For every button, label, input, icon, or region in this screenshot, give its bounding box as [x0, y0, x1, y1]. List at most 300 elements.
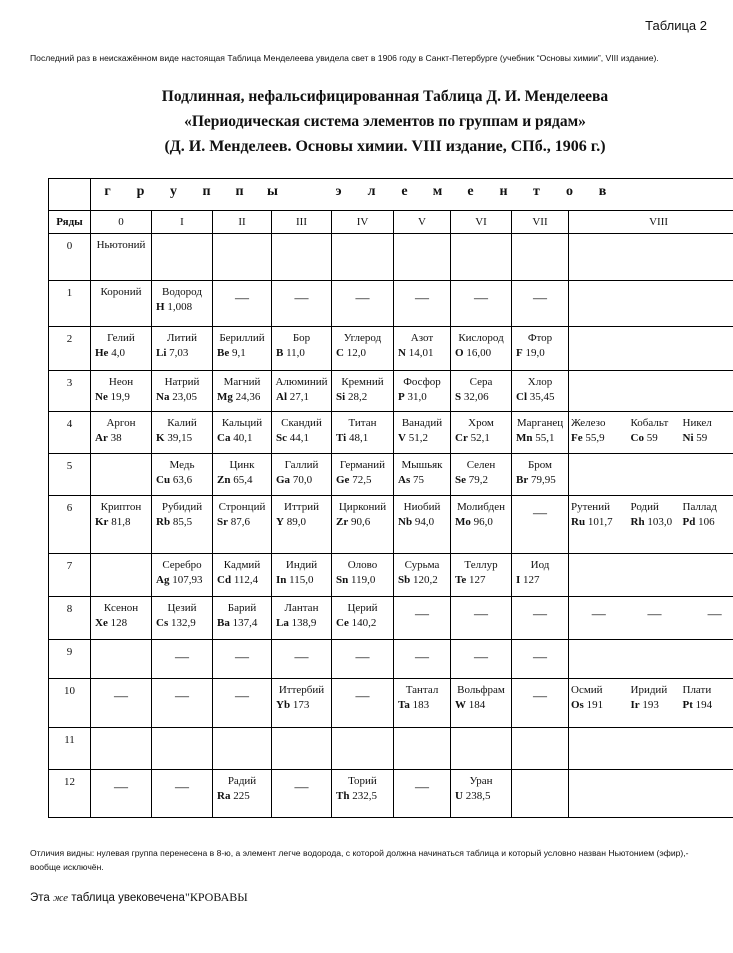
element-name: Сера: [469, 376, 493, 388]
element-symbol-mass: [451, 430, 511, 446]
element-name: Никел: [682, 417, 712, 429]
row-number: 3: [49, 371, 91, 412]
element-cell: [332, 728, 394, 770]
atomic-mass: 19,9: [110, 391, 130, 403]
table-row: [49, 679, 733, 728]
table-row: [49, 327, 733, 371]
element-cell: [451, 327, 512, 371]
element-symbol: B: [276, 347, 284, 359]
element-symbol-mass: [512, 389, 568, 405]
element-cell: [152, 554, 213, 597]
element-symbol: Cd: [217, 574, 232, 586]
atomic-mass: 14,01: [408, 347, 434, 359]
element-name: Фтор: [527, 332, 553, 344]
element-cell: [272, 234, 332, 281]
element-symbol-mass: [681, 697, 733, 713]
element-symbol: Nb: [398, 516, 413, 528]
element-name: Олово: [347, 559, 378, 571]
atomic-mass: 183: [412, 699, 430, 711]
atomic-mass: 140,2: [351, 617, 377, 629]
element-symbol-mass: [272, 615, 331, 631]
element-name: Ниобий: [403, 501, 441, 513]
element-symbol-mass: [451, 514, 511, 530]
element-cell: [332, 454, 394, 496]
element-symbol-mass: [91, 514, 151, 530]
element-name: Галлий: [284, 459, 319, 471]
element-cell: [272, 454, 332, 496]
group-viii-cell: [569, 640, 733, 679]
atomic-mass: 128: [110, 617, 128, 629]
dash-mark: —: [294, 650, 309, 665]
atomic-mass: 55,1: [535, 432, 555, 444]
element-cell: [512, 454, 569, 496]
element-cell: [91, 554, 152, 597]
element-symbol: Mn: [516, 432, 533, 444]
atomic-mass: 19,0: [525, 347, 545, 359]
atomic-mass: 81,8: [111, 516, 131, 528]
element-symbol: Rh: [630, 516, 645, 528]
element-symbol-mass: [272, 697, 331, 713]
footer-caption: [30, 890, 248, 905]
element-cell: [272, 327, 332, 371]
element-cell: [394, 640, 451, 679]
group-viii-cell: [569, 234, 733, 281]
dash-mark: —: [533, 291, 547, 306]
element-cell: [213, 234, 272, 281]
element-cell: [332, 412, 394, 454]
element-cell: [213, 640, 272, 679]
element-symbol-mass: [332, 788, 393, 804]
element-symbol-mass: [629, 697, 681, 713]
element-symbol-mass: [569, 697, 629, 713]
group-viii-cell: [569, 412, 629, 454]
element-symbol: U: [455, 790, 463, 802]
dash-mark: —: [533, 506, 547, 521]
element-name: Марганец: [516, 417, 564, 429]
element-name: Иттрий: [284, 501, 319, 513]
atomic-mass: 106: [698, 516, 715, 528]
element-cell: [394, 679, 451, 728]
element-symbol-mass: [91, 345, 151, 361]
atomic-mass: 51,2: [408, 432, 428, 444]
element-cell: [272, 770, 332, 818]
table-row: [49, 371, 733, 412]
element-symbol-mass: [332, 472, 393, 488]
element-symbol: Zr: [336, 516, 349, 528]
element-cell: [451, 281, 512, 327]
element-symbol: As: [398, 474, 411, 486]
element-name: Хром: [468, 417, 494, 429]
element-symbol: Rb: [156, 516, 171, 528]
element-cell: [394, 454, 451, 496]
element-name: Цирконий: [338, 501, 387, 513]
element-symbol: Mg: [217, 391, 233, 403]
element-name: Бор: [292, 332, 311, 344]
atomic-mass: 112,4: [233, 574, 259, 586]
atomic-mass: 184: [468, 699, 486, 711]
element-symbol-mass: [213, 615, 271, 631]
row-number: 8: [49, 597, 91, 640]
element-cell: [512, 327, 569, 371]
row-number: 0: [49, 234, 91, 281]
atomic-mass: 11,0: [286, 347, 305, 359]
atomic-mass: 72,5: [352, 474, 372, 486]
element-symbol: Ne: [95, 391, 108, 403]
footer-caption-part-c: таблица увековечена: [71, 892, 185, 904]
element-symbol-mass: [332, 389, 393, 405]
group-number: VII: [512, 211, 569, 234]
atomic-mass: 107,93: [172, 574, 203, 586]
element-symbol: Ga: [276, 474, 291, 486]
element-symbol-mass: [681, 514, 733, 530]
dash-mark: —: [175, 780, 189, 795]
footer-caption-part-a: Эта: [30, 892, 50, 904]
element-cell: [512, 554, 569, 597]
row-number: 10: [49, 679, 91, 728]
atomic-mass: 48,1: [348, 432, 369, 444]
group-viii-cell: [681, 496, 733, 554]
group-word-letter: в: [598, 184, 607, 199]
dash-mark: —: [355, 291, 370, 306]
element-name: Ньютоний: [96, 239, 146, 251]
atomic-mass: 44,1: [289, 432, 309, 444]
title-line-3: (Д. И. Менделеев. Основы химии. VIII издание, СПб., 1906 г.): [164, 138, 606, 155]
atomic-mass: 16,00: [466, 347, 492, 359]
element-name: Барий: [227, 602, 257, 614]
element-cell: [332, 770, 394, 818]
element-cell: [394, 597, 451, 640]
element-symbol-mass: [213, 788, 271, 804]
element-cell: [451, 728, 512, 770]
row-number: 12: [49, 770, 91, 818]
element-symbol: Yb: [276, 699, 291, 711]
element-name: Кислород: [458, 332, 504, 344]
element-name: Железо: [571, 417, 606, 429]
element-name: Короний: [100, 286, 142, 298]
element-symbol: F: [516, 347, 523, 359]
atomic-mass: 120,2: [413, 574, 438, 586]
element-symbol-mass: [272, 514, 331, 530]
footer-caption-part-b: же: [53, 892, 68, 904]
element-name: Церий: [347, 602, 378, 614]
atomic-mass: 40,1: [233, 432, 253, 444]
element-cell: [213, 454, 272, 496]
group-number: IV: [332, 211, 394, 234]
row-number: 6: [49, 496, 91, 554]
dash-mark: —: [474, 650, 488, 665]
atomic-mass: 238,5: [465, 790, 491, 802]
element-symbol-mass: [213, 345, 271, 361]
table-row: [49, 728, 733, 770]
element-cell: [91, 597, 152, 640]
element-cell: [512, 234, 569, 281]
table-row: [49, 454, 733, 496]
element-cell: [394, 234, 451, 281]
element-cell: [512, 728, 569, 770]
atomic-mass: 119,0: [351, 574, 376, 586]
element-name: Молибден: [457, 501, 505, 513]
atomic-mass: 4,0: [111, 347, 125, 359]
group-word-letter: э: [335, 184, 342, 199]
element-symbol: O: [455, 347, 464, 359]
atomic-mass: 27,1: [289, 391, 309, 403]
header-row-numbers: [49, 211, 733, 234]
element-symbol-mass: [152, 430, 212, 446]
atomic-mass: 39,15: [167, 432, 193, 444]
group-viii-cell: [569, 496, 629, 554]
atomic-mass: 90,6: [350, 516, 371, 528]
periodic-table: [48, 178, 733, 818]
element-cell: [272, 597, 332, 640]
element-name: Цинк: [229, 459, 255, 471]
dash-mark: —: [533, 650, 547, 665]
element-cell: [213, 371, 272, 412]
footer-caption-part-d: "КРОВАВЫ: [184, 890, 248, 904]
element-name: Стронций: [218, 501, 266, 513]
element-symbol-mass: [213, 472, 271, 488]
atomic-mass: 94,0: [414, 516, 435, 528]
element-name: Теллур: [464, 559, 498, 571]
group-word-cell: [91, 179, 733, 211]
element-cell: [512, 371, 569, 412]
atomic-mass: 28,2: [347, 391, 368, 403]
group-word-letter: т: [533, 184, 540, 199]
atomic-mass: 59: [696, 432, 708, 444]
element-name: Лантан: [284, 602, 319, 614]
element-cell: [512, 770, 569, 818]
element-cell: [451, 640, 512, 679]
element-symbol: Sr: [217, 516, 228, 528]
element-symbol: Kr: [95, 516, 109, 528]
element-cell: [91, 728, 152, 770]
element-name: Иридий: [630, 684, 668, 696]
element-symbol-mass: [451, 788, 511, 804]
element-symbol-mass: [152, 572, 212, 588]
element-symbol-mass: [152, 514, 212, 530]
element-symbol-mass: [91, 430, 151, 446]
element-symbol: Br: [516, 474, 529, 486]
element-symbol: Pd: [682, 516, 696, 528]
atomic-mass: 89,0: [286, 516, 306, 528]
element-cell: [213, 281, 272, 327]
header-row-groups: [49, 179, 733, 211]
group-viii-cell: [569, 554, 733, 597]
group-viii-cell: [629, 496, 681, 554]
table-row: [49, 281, 733, 327]
group-word-letter: м: [432, 184, 443, 199]
dash-mark: —: [533, 689, 547, 704]
element-symbol: Te: [455, 574, 467, 586]
element-symbol-mass: [451, 472, 511, 488]
group-number: VI: [451, 211, 512, 234]
group-word-letter: п: [235, 184, 244, 199]
title-line-2: «Периодическая система элементов по группам и рядам»: [184, 113, 586, 130]
element-symbol-mass: [394, 472, 450, 488]
table-row: [49, 412, 733, 454]
element-name: Водород: [162, 286, 202, 298]
element-cell: [451, 454, 512, 496]
group-viii-cell: [569, 281, 733, 327]
atomic-mass: 1,008: [167, 301, 193, 313]
header-corner: [49, 179, 91, 211]
element-symbol: Se: [455, 474, 466, 486]
element-cell: [332, 597, 394, 640]
atomic-mass: 63,6: [172, 474, 193, 486]
element-symbol-mass: [272, 389, 331, 405]
element-cell: [91, 371, 152, 412]
element-symbol-mass: [394, 572, 450, 588]
atomic-mass: 9,1: [231, 347, 246, 359]
atomic-mass: 87,6: [230, 516, 250, 528]
atomic-mass: 65,4: [233, 474, 253, 486]
element-cell: [332, 234, 394, 281]
table-row: [49, 770, 733, 818]
element-symbol: Th: [336, 790, 350, 802]
element-symbol: Xe: [95, 617, 108, 629]
element-name: Магний: [223, 376, 261, 388]
element-cell: [91, 679, 152, 728]
title-line-1: Подлинная, нефальсифицированная Таблица Д. И. Менделеева: [161, 88, 609, 105]
atomic-mass: 55,9: [585, 432, 605, 444]
group-word-letter: п: [202, 184, 211, 199]
group-number: VIII: [569, 211, 733, 234]
page-label: Таблица 2: [645, 18, 707, 33]
element-symbol-mass: [681, 430, 733, 446]
element-symbol: Be: [217, 347, 230, 359]
element-symbol: Cl: [516, 391, 527, 403]
element-symbol-mass: [213, 430, 271, 446]
dash-mark: —: [294, 780, 309, 795]
atomic-mass: 115,0: [289, 574, 314, 586]
element-cell: [152, 234, 213, 281]
element-name: Скандий: [281, 417, 322, 429]
element-cell: [451, 371, 512, 412]
element-name: Алюминий: [275, 376, 328, 388]
group-viii-cell: [681, 597, 733, 640]
element-name: Селен: [466, 459, 496, 471]
atomic-mass: 32,06: [463, 391, 489, 403]
element-symbol: V: [398, 432, 406, 444]
element-name: Гелий: [107, 332, 135, 344]
element-cell: [394, 412, 451, 454]
dash-mark: —: [707, 607, 722, 622]
group-viii-cell: [569, 728, 733, 770]
element-symbol: Sc: [276, 432, 287, 444]
atomic-mass: 70,0: [292, 474, 313, 486]
element-symbol: W: [455, 699, 466, 711]
element-name: Сурьма: [404, 559, 440, 571]
footer-note: Отличия видны: нулевая группа перенесена в 8-ю, а элемент легче водорода, с которой должна начинаться таблица и который условно назван Ньютонием (эфир),- вообще исключён.: [30, 848, 689, 872]
element-symbol: Ca: [217, 432, 231, 444]
group-viii-cell: [569, 327, 733, 371]
element-symbol-mass: [152, 615, 212, 631]
dash-mark: —: [235, 689, 249, 704]
element-name: Калий: [167, 417, 197, 429]
row-number: 4: [49, 412, 91, 454]
element-name: Фосфор: [403, 376, 441, 388]
element-name: Рутений: [571, 501, 610, 513]
atomic-mass: 59: [646, 432, 658, 444]
element-cell: [91, 412, 152, 454]
element-symbol-mass: [91, 615, 151, 631]
element-symbol: Ag: [156, 574, 170, 586]
atomic-mass: 79,95: [530, 474, 556, 486]
element-symbol-mass: [213, 514, 271, 530]
row-number: 11: [49, 728, 91, 770]
element-name: Ксенон: [103, 602, 139, 614]
element-name: Иод: [530, 559, 550, 571]
atomic-mass: 38: [110, 432, 122, 444]
element-cell: [213, 770, 272, 818]
element-name: Криптон: [100, 501, 142, 513]
element-cell: [152, 281, 213, 327]
element-symbol: Si: [336, 391, 346, 403]
atomic-mass: 85,5: [172, 516, 193, 528]
element-symbol: Ar: [95, 432, 108, 444]
dash-mark: —: [175, 650, 189, 665]
atomic-mass: 75: [412, 474, 424, 486]
table-row: [49, 234, 733, 281]
element-cell: [91, 454, 152, 496]
element-cell: [394, 728, 451, 770]
atomic-mass: 127: [523, 574, 540, 586]
element-cell: [394, 371, 451, 412]
element-symbol: Fe: [571, 432, 583, 444]
element-symbol: Sb: [398, 574, 411, 586]
dash-mark: —: [415, 650, 429, 665]
element-cell: [332, 371, 394, 412]
atomic-mass: 173: [292, 699, 310, 711]
element-cell: [451, 554, 512, 597]
element-cell: [332, 679, 394, 728]
element-cell: [152, 454, 213, 496]
element-cell: [152, 640, 213, 679]
element-symbol-mass: [152, 472, 212, 488]
group-word-letter: у: [170, 184, 177, 199]
row-number: 2: [49, 327, 91, 371]
dash-mark: —: [114, 780, 128, 795]
element-cell: [152, 327, 213, 371]
element-name: Углерод: [343, 332, 382, 344]
dash-mark: —: [415, 607, 429, 622]
atomic-mass: 79,2: [468, 474, 488, 486]
group-number: V: [394, 211, 451, 234]
group-word-letter: е: [401, 184, 408, 199]
element-cell: [272, 554, 332, 597]
element-symbol: Y: [276, 516, 284, 528]
periodic-table-wrapper: [48, 178, 733, 821]
row-number: 1: [49, 281, 91, 327]
element-name: Рубидий: [161, 501, 203, 513]
element-cell: [152, 371, 213, 412]
element-cell: [512, 597, 569, 640]
element-cell: [332, 554, 394, 597]
atomic-mass: 52,1: [470, 432, 490, 444]
group-viii-cell: [569, 770, 733, 818]
element-symbol: K: [156, 432, 165, 444]
element-symbol-mass: [394, 345, 450, 361]
group-word-letter: л: [367, 184, 376, 199]
atomic-mass: 103,0: [647, 516, 673, 528]
element-symbol-mass: [152, 299, 212, 315]
element-cell: [152, 412, 213, 454]
group-word-letter: е: [467, 184, 474, 199]
title-block: [50, 84, 720, 159]
atomic-mass: 132,9: [170, 617, 196, 629]
element-cell: [394, 496, 451, 554]
element-symbol: Mo: [455, 516, 471, 528]
group-viii-cell: [629, 412, 681, 454]
